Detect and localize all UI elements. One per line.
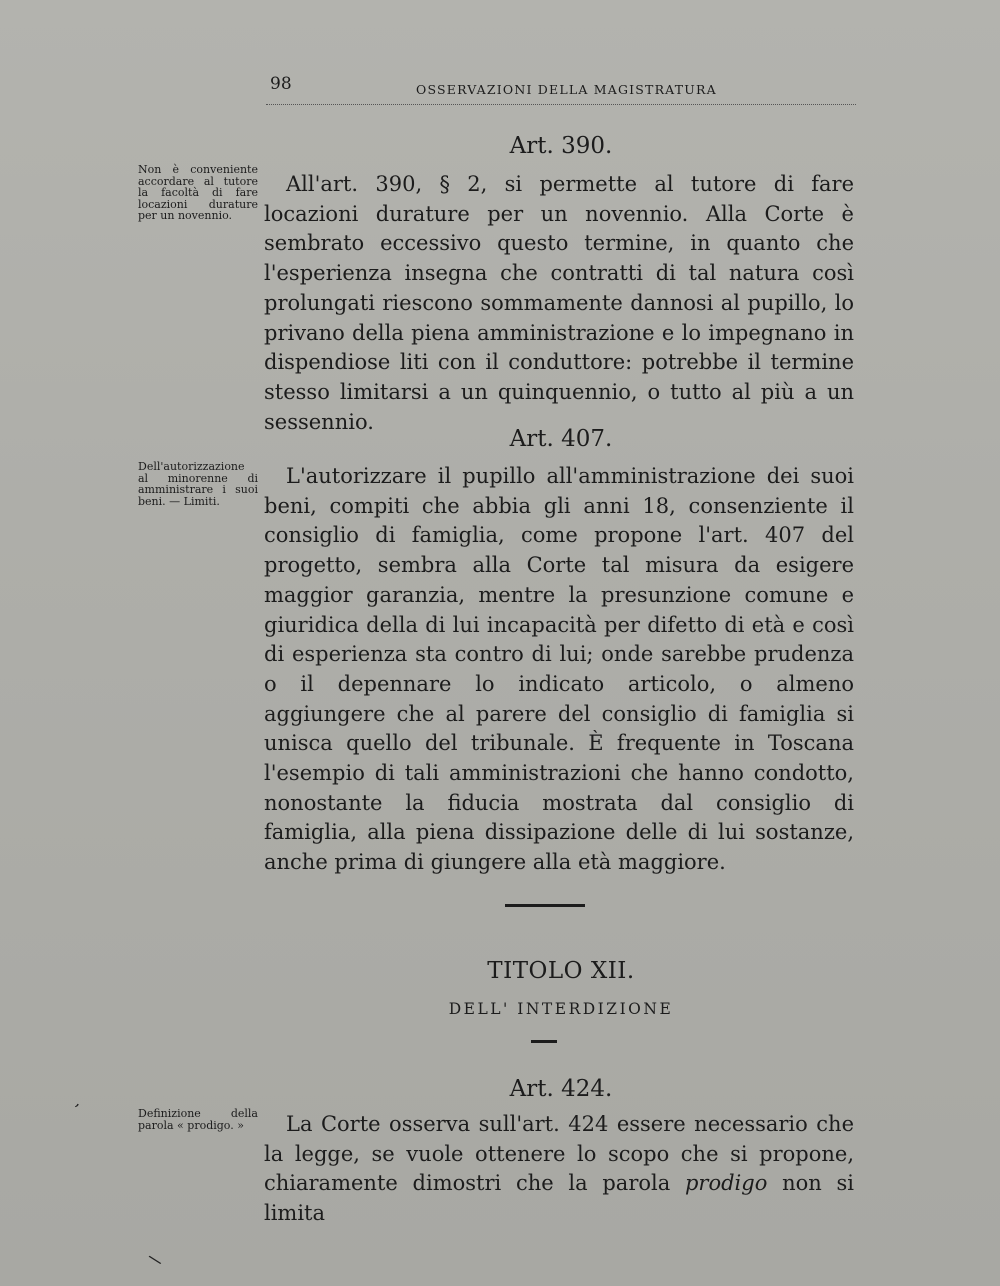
- article-424-heading: Art. 424.: [509, 1076, 613, 1102]
- article-407-heading: Art. 407.: [509, 426, 613, 452]
- article-424-paragraph: [264, 1110, 854, 1229]
- sidenote-article-424: Definizione della parola « prodigo. »: [138, 1107, 258, 1132]
- section-divider-rule: [505, 904, 585, 907]
- page-header: [266, 74, 856, 105]
- article-424-text-end: non si limita: [264, 1171, 854, 1226]
- italic-word-prodigo: prodigo: [684, 1171, 768, 1196]
- pencil-mark: ʼ: [68, 1099, 81, 1120]
- article-407-body: [264, 462, 854, 878]
- page-number: 98: [270, 74, 292, 94]
- article-390-body: [264, 170, 854, 437]
- sidenote-article-407: Dell'autorizzazione al minorenne di amministrare i suoi beni. — Limiti.: [138, 460, 258, 508]
- titolo-heading: TITOLO XII.: [487, 958, 635, 984]
- sidenote-article-390: Non è conveniente accordare al tutore la facoltà di fare locazioni durature per un novennio.: [138, 163, 258, 222]
- titolo-short-rule: [531, 1040, 557, 1043]
- article-390-paragraph: All'art. 390, § 2, si permette al tutore di fare locazioni durature per un novennio. Alla Corte è sembrato eccessivo questo termine, in quanto che l'esperienza insegna che contratti di tal natura così prolungati riescono sommamente dannosi al pupillo, lo privano della piena amministrazione e lo impegnano in dispendiose liti con il conduttore: potrebbe il termine stesso limitarsi a un quinquennio, o tutto al più a un sessennio.: [264, 172, 854, 434]
- titolo-subtitle: DELL' INTERDIZIONE: [448, 1000, 674, 1018]
- article-407-paragraph: L'autorizzare il pupillo all'amministrazione dei suoi beni, compiti che abbia gli anni 18, consenziente il consiglio di famiglia, come propone l'art. 407 del progetto, sembra alla Corte tal misura da esigere maggior garanzia, mentre la presunzione comune e giuridica della di lui incapacità per difetto di età e così di esperienza sta contro di lui; onde sarebbe prudenza o il depennare lo indicato articolo, o almeno aggiungere che al parere del consiglio di famiglia si unisca quello del tribunale. È frequente in Toscana l'esempio di tali amministrazioni che hanno condotto, nonostante la fiducia mostrata dal consiglio di famiglia, alla piena dissipazione delle di lui sostanze, anche prima di giungere alla età maggiore.: [264, 464, 854, 875]
- article-424-text-start: La Corte osserva sull'art. 424 essere necessario che la legge, se vuole ottenere lo scopo che si propone, chiaramente dimostri che la parola: [264, 1112, 854, 1196]
- running-title: OSSERVAZIONI DELLA MAGISTRATURA: [416, 82, 717, 97]
- pencil-mark-bottom: \: [146, 1250, 163, 1269]
- article-424-body: [264, 1110, 854, 1229]
- article-390-heading: Art. 390.: [509, 133, 613, 159]
